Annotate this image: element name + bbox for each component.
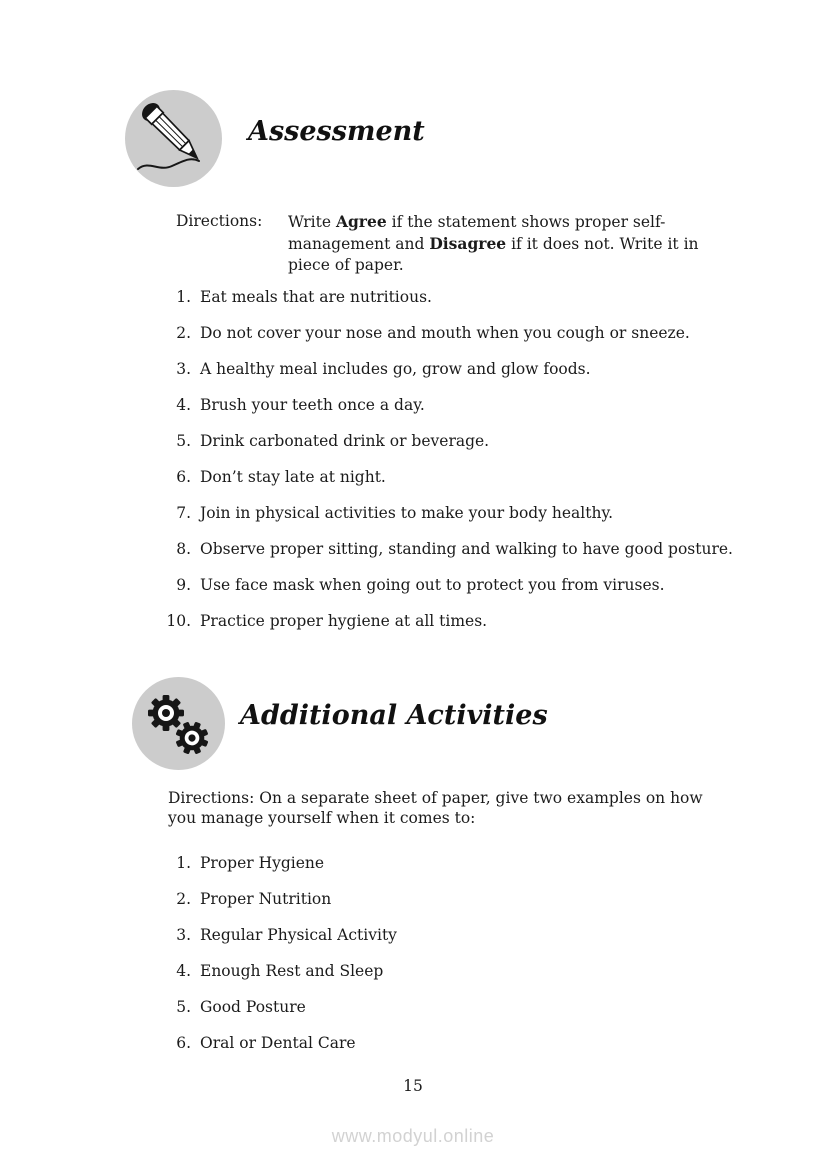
list-item-text: A healthy meal includes go, grow and glow foods. — [200, 360, 591, 378]
list-item-number: 1. — [176, 854, 191, 872]
list-item-number: 6. — [176, 1034, 191, 1052]
assessment-list-item — [161, 611, 801, 632]
additional-list-item — [161, 1033, 761, 1054]
list-item-number: 4. — [176, 962, 191, 980]
assessment-list-item — [161, 539, 801, 560]
list-item-text: Good Posture — [200, 998, 306, 1016]
directions-text — [288, 211, 725, 276]
additional-activities-list — [161, 853, 761, 1069]
list-item-number: 5. — [176, 432, 191, 450]
assessment-title: Assessment — [248, 116, 425, 147]
list-item-text: Proper Nutrition — [200, 890, 332, 908]
list-item-text: Proper Hygiene — [200, 854, 325, 872]
list-item-number: 6. — [176, 468, 191, 486]
list-item-text: Regular Physical Activity — [200, 926, 397, 944]
gears-icon — [132, 677, 225, 770]
directions-text-mid: if the statement shows proper self-management and — [288, 213, 666, 253]
additional-list-item — [161, 997, 761, 1018]
assessment-list-item — [161, 431, 801, 452]
list-item-number: 2. — [176, 324, 191, 342]
additional-list-item — [161, 925, 761, 946]
additional-list-item — [161, 961, 761, 982]
directions-text-pre: Write — [288, 213, 336, 231]
additional-activities-title: Additional Activities — [240, 700, 548, 731]
assessment-list — [161, 287, 801, 647]
assessment-list-item — [161, 575, 801, 596]
pencil-icon — [125, 90, 222, 187]
list-item-number: 5. — [176, 998, 191, 1016]
additional-list-item — [161, 889, 761, 910]
list-item-number: 2. — [176, 890, 191, 908]
list-item-number: 10. — [166, 612, 191, 630]
list-item-number: 8. — [176, 540, 191, 558]
list-item-text: Use face mask when going out to protect you from viruses. — [200, 576, 665, 594]
list-item-text: Don’t stay late at night. — [200, 468, 386, 486]
assessment-directions — [176, 211, 725, 276]
assessment-list-item — [161, 359, 801, 380]
assessment-list-item — [161, 395, 801, 416]
assessment-list-item — [161, 287, 801, 308]
list-item-text: Join in physical activities to make your body healthy. — [200, 504, 614, 522]
additional-list-item — [161, 853, 761, 874]
page-number: 15 — [403, 1077, 423, 1095]
list-item-text: Eat meals that are nutritious. — [200, 288, 432, 306]
directions-text-post: if it does not. Write it in piece of paper. — [288, 235, 699, 274]
list-item-number: 3. — [176, 360, 191, 378]
list-item-text: Drink carbonated drink or beverage. — [200, 432, 490, 450]
assessment-list-item — [161, 467, 801, 488]
directions-label: Directions: — [176, 212, 263, 230]
list-item-number: 4. — [176, 396, 191, 414]
assessment-list-item — [161, 323, 801, 344]
list-item-text: Observe proper sitting, standing and walking to have good posture. — [200, 540, 733, 558]
directions-disagree-keyword: Disagree — [429, 234, 507, 253]
additional-activities-directions: Directions: On a separate sheet of paper, give two examples on how you manage yourself when it comes to: — [168, 789, 703, 827]
list-item-text: Enough Rest and Sleep — [200, 962, 384, 980]
list-item-number: 3. — [176, 926, 191, 944]
list-item-number: 1. — [176, 288, 191, 306]
site-url: www.modyul.online — [331, 1126, 495, 1146]
assessment-list-item — [161, 503, 801, 524]
list-item-number: 7. — [176, 504, 191, 522]
list-item-text: Practice proper hygiene at all times. — [200, 612, 488, 630]
list-item-text: Oral or Dental Care — [200, 1034, 356, 1052]
list-item-text: Do not cover your nose and mouth when you cough or sneeze. — [200, 324, 690, 342]
directions-agree-keyword: Agree — [335, 212, 387, 231]
list-item-text: Brush your teeth once a day. — [200, 396, 425, 414]
list-item-number: 9. — [176, 576, 191, 594]
